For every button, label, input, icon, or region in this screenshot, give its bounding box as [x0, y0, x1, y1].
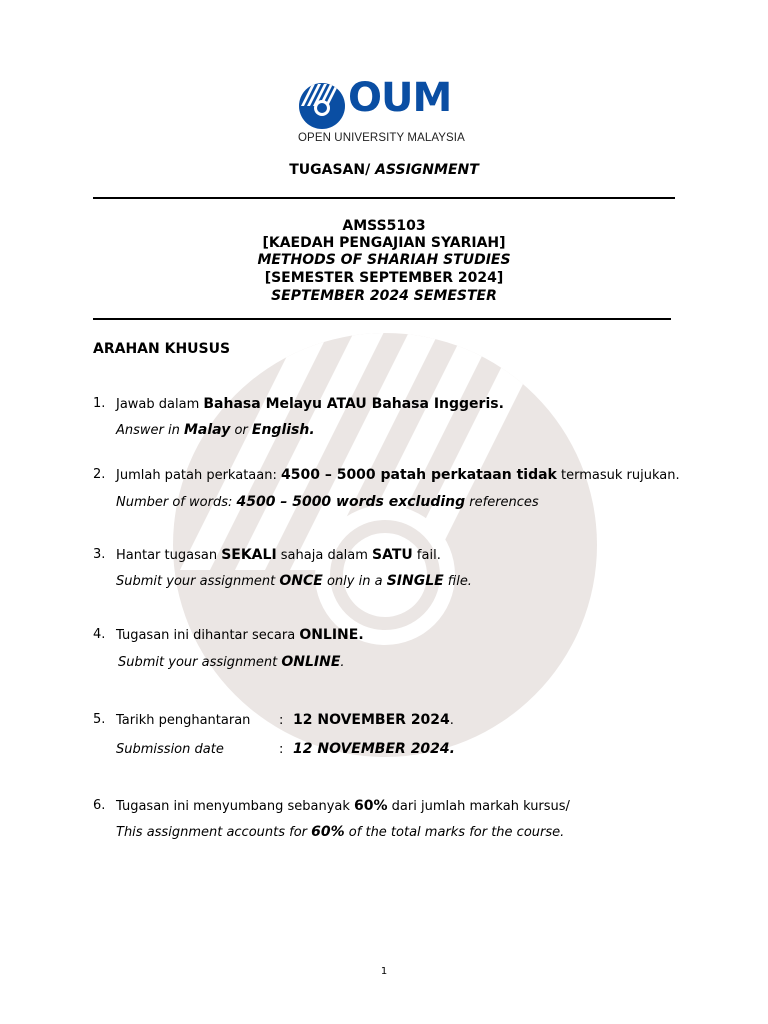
- submission-date-en: 12 NOVEMBER 2024.: [293, 741, 455, 757]
- oum-emblem-icon: [298, 82, 346, 130]
- semester-en: SEPTEMBER 2024 SEMESTER: [271, 288, 497, 304]
- course-name-ms: [KAEDAH PENGAJIAN SYARIAH]: [262, 235, 506, 251]
- course-name-en: METHODS OF SHARIAH STUDIES: [257, 252, 511, 268]
- semester-ms: [SEMESTER SEPTEMBER 2024]: [264, 270, 504, 286]
- divider-top: [93, 197, 675, 199]
- course-code: AMSS5103: [342, 218, 426, 234]
- divider-bottom: [93, 318, 671, 320]
- logo-subtitle: OPEN UNIVERSITY MALAYSIA: [298, 132, 465, 144]
- logo-wordmark: OUM: [348, 75, 452, 121]
- page-number: 1: [380, 966, 388, 977]
- submission-date-ms: 12 NOVEMBER 2024: [293, 712, 450, 728]
- document-title: TUGASAN/ ASSIGNMENT: [289, 162, 479, 178]
- oum-logo: [298, 75, 473, 146]
- section-heading: ARAHAN KHUSUS: [93, 341, 231, 357]
- document-page: OUM OPEN UNIVERSITY MALAYSIA TUGASAN/ ASSIGNMENT AMSS5103 [KAEDAH PENGAJIAN SYARIAH] METHODS OF SHARIAH STUDIES [SEMESTER SEPTEMBER 2024] SEPTEMBER 2024 SEMESTER ARAHAN KHUSUS 1. Jawab dalam Bahasa Melayu ATAU Bahasa Inggeris. Answer in Malay or English. 2. Jumlah patah perkataan: 4500 – 5000 patah perkataan tidak termasuk rujukan. Number of words: 4500 – 5000 words excluding references 3. Hantar tugasan SEKALI sahaja dalam SATU fail. Submit your assignment ONCE only in a SINGLE file. 4. Tugasan ini dihantar secara ONLINE. Submit your assignment ONLINE. 5. Tarikh penghantaran : 12 NOVEMBER 2024. Submission date : 12 NOVEMBER 2024. 6. Tugasan ini menyumbang sebanyak 60% dari jumlah markah kursus/ This assignment accounts for 60% of the total marks for the course. 1: [0, 0, 768, 1024]
